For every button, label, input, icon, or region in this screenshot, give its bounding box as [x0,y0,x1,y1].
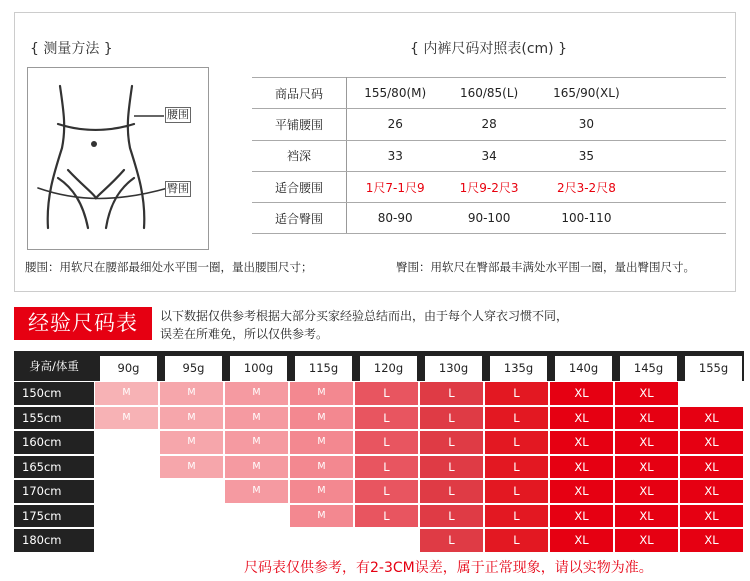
size-table-row [252,109,726,140]
size-table-cell: 165/90(XL) [535,78,638,109]
grid-size-cell: M [225,407,288,430]
grid-size-cell: L [355,456,418,479]
grid-size-cell: L [485,407,548,430]
size-table-row-label: 平铺腰围 [252,109,347,140]
grid-weight-header [484,351,549,381]
grid-weight-header [159,351,224,381]
grid-weight-label: 100g [230,356,287,381]
size-chart-title: { 内裤尺码对照表(cm) } [410,41,567,57]
grid-size-cell: XL [550,431,613,454]
size-table-empty-cell [638,109,726,140]
size-table-cell: 33 [347,140,444,171]
grid-size-cell: L [355,382,418,405]
grid-size-cell: M [160,431,223,454]
grid-size-cell: M [225,382,288,405]
hip-label: 臀围 [167,182,189,195]
grid-height-label: 165cm [14,456,94,479]
size-table-cell: 1尺7-1尺9 [347,171,444,202]
size-table-row [252,78,726,109]
grid-weight-label: 135g [490,356,547,381]
grid-size-cell: M [160,382,223,405]
grid-size-cell: L [485,480,548,503]
grid-size-cell: L [420,480,483,503]
size-table-cell: 2尺3-2尺8 [535,171,638,202]
size-table-empty-cell [638,78,726,109]
grid-height-label: 155cm [14,407,94,430]
grid-size-cell: L [420,529,483,552]
size-table-cell: 160/85(L) [443,78,534,109]
grid-weight-header [224,351,289,381]
size-table-row [252,171,726,202]
grid-size-cell: L [485,529,548,552]
grid-size-cell: L [485,382,548,405]
grid-size-cell: XL [550,529,613,552]
grid-weight-header [549,351,614,381]
grid-size-cell: L [420,431,483,454]
grid-height-label: 160cm [14,431,94,454]
grid-weight-header [289,351,354,381]
grid-weight-label: 140g [555,356,612,381]
grid-size-cell: XL [615,529,678,552]
body-figure [27,67,209,250]
measure-method-title: { 测量方法 } [30,41,113,57]
grid-height-label: 175cm [14,505,94,528]
size-table-row-label: 裆深 [252,140,347,171]
grid-size-cell: M [225,456,288,479]
grid-size-cell: L [485,431,548,454]
size-table-empty-cell [638,171,726,202]
grid-weight-label: 145g [620,356,677,381]
size-table-cell: 26 [347,109,444,140]
grid-weight-label: 95g [165,356,222,381]
grid-size-cell: M [290,505,353,528]
grid-size-cell: XL [615,505,678,528]
grid-weight-header [679,351,744,381]
grid-size-cell: L [355,505,418,528]
grid-weight-label: 130g [425,356,482,381]
grid-size-cell: L [355,431,418,454]
size-table-cell: 30 [535,109,638,140]
grid-size-cell: M [95,407,158,430]
grid-size-cell: L [355,480,418,503]
grid-size-cell: XL [615,456,678,479]
size-table-empty-cell [638,140,726,171]
grid-size-cell: XL [550,456,613,479]
size-table-cell: 100-110 [535,203,638,234]
grid-size-cell: L [420,505,483,528]
grid-size-cell: M [290,382,353,405]
size-table-cell: 28 [443,109,534,140]
grid-size-cell: XL [615,407,678,430]
size-table-row-label: 商品尺码 [252,78,347,109]
grid-weight-label: 155g [685,356,742,381]
grid-size-cell: XL [550,505,613,528]
grid-height-label: 170cm [14,480,94,503]
hip-measure-note: 臀围：用软尺在臀部最丰满处水平围一圈，量出臀围尺寸。 [396,260,695,274]
grid-size-cell: M [290,456,353,479]
size-table-cell: 1尺9-2尺3 [443,171,534,202]
grid-size-cell: M [290,407,353,430]
size-table-cell: 155/80(M) [347,78,444,109]
grid-weight-label: 90g [100,356,157,381]
grid-size-cell: L [485,505,548,528]
body-outline-illustration [28,68,208,249]
grid-size-cell: M [290,431,353,454]
size-table-cell: 34 [443,140,534,171]
grid-size-cell: XL [615,431,678,454]
grid-size-cell: XL [680,431,743,454]
grid-weight-label: 115g [295,356,352,381]
size-comparison-table [252,77,726,234]
footer-disclaimer: 尺码表仅供参考，有2-3CM误差，属于正常现象，请以实物为准。 [244,560,653,576]
size-table-row [252,140,726,171]
grid-size-cell: M [225,431,288,454]
grid-size-cell: XL [680,480,743,503]
grid-size-cell: XL [550,382,613,405]
grid-weight-header [614,351,679,381]
experience-size-title: 经验尺码表 [14,307,152,340]
grid-size-cell: XL [680,407,743,430]
size-table-empty-cell [638,203,726,234]
grid-size-cell: M [290,480,353,503]
grid-size-cell: L [355,407,418,430]
grid-height-label: 150cm [14,382,94,405]
grid-weight-label: 120g [360,356,417,381]
grid-size-cell: XL [550,407,613,430]
grid-size-cell: M [225,480,288,503]
size-table-row-label: 适合臀围 [252,203,347,234]
grid-size-cell: L [485,456,548,479]
size-table-cell: 90-100 [443,203,534,234]
waist-measure-note: 腰围：用软尺在腰部最细处水平围一圈，量出腰围尺寸； [25,260,313,274]
grid-weight-header [354,351,419,381]
waist-label: 腰围 [167,108,189,121]
grid-height-label: 180cm [14,529,94,552]
grid-size-cell: L [420,407,483,430]
grid-size-cell: M [160,407,223,430]
experience-description-line: 误差在所难免，所以仅供参考。 [160,327,329,341]
grid-size-cell: M [160,456,223,479]
grid-size-cell: L [420,456,483,479]
grid-size-cell: XL [615,382,678,405]
size-table-cell: 80-90 [347,203,444,234]
grid-weight-header [94,351,159,381]
grid-size-cell: XL [680,529,743,552]
size-table-row-label: 适合腰围 [252,171,347,202]
size-table-cell: 35 [535,140,638,171]
experience-description [160,307,680,343]
grid-size-cell: XL [680,456,743,479]
grid-size-cell: M [95,382,158,405]
grid-size-cell: XL [550,480,613,503]
grid-weight-header [419,351,484,381]
grid-size-cell: L [420,382,483,405]
experience-description-line: 以下数据仅供参考根据大部分买家经验总结而出，由于每个人穿衣习惯不同， [160,309,569,323]
grid-size-cell: XL [615,480,678,503]
grid-size-cell: XL [680,505,743,528]
size-table-row [252,203,726,234]
grid-corner-label: 身高/体重 [14,351,94,381]
